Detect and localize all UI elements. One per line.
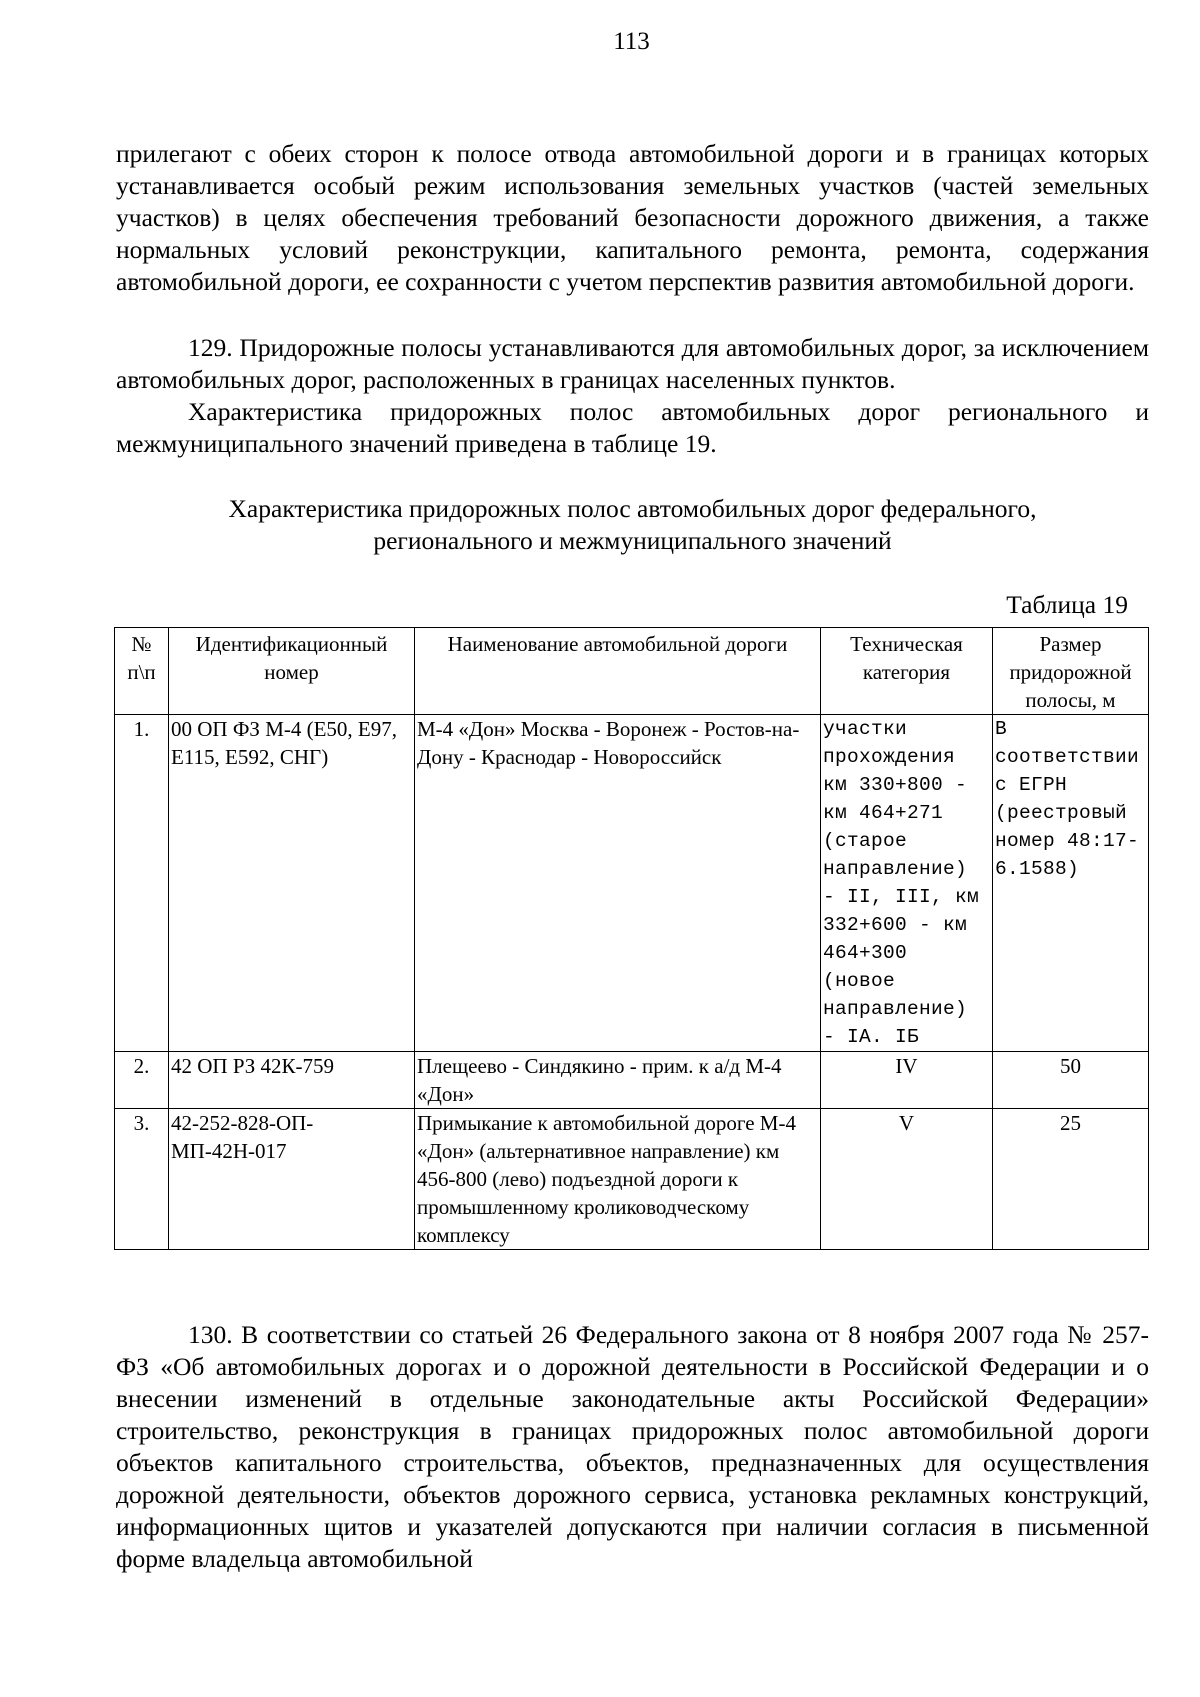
- table-row: [115, 1052, 1149, 1109]
- header-width: Размер придорожной полосы, м: [993, 628, 1149, 715]
- cell-width: 50: [993, 1052, 1149, 1109]
- table-caption-line2: регионального и межмуниципального значений: [373, 526, 892, 555]
- table-row: [115, 715, 1149, 1052]
- header-id: Идентификационный номер: [169, 628, 415, 715]
- page-number: 113: [613, 28, 650, 55]
- cell-number: 2.: [115, 1052, 169, 1109]
- cell-id: 00 ОП ФЗ М-4 (Е50, Е97, Е115, Е592, СНГ): [169, 715, 415, 1052]
- table-caption-line1: Характеристика придорожных полос автомобильных дорог федерального,: [228, 494, 1037, 523]
- cell-id: 42-252-828-ОП-МП-42Н-017: [169, 1109, 415, 1250]
- cell-name: Плещеево - Синдякино - прим. к а/д М-4 «Дон»: [415, 1052, 821, 1109]
- cell-width: 25: [993, 1109, 1149, 1250]
- paragraph-130: 130. В соответствии со статьей 26 Федерального закона от 8 ноября 2007 года № 257-ФЗ «Об автомобильных дорогах и о дорожной деятельности в Российской Федерации и о внесении изменений в отдельные законодательные акты Российской Федерации» строительство, реконструкция в границах придорожных полос автомобильной дороги объектов капитального строительства, объектов, предназначенных для осуществления дорожной деятельности, объектов дорожного сервиса, установка рекламных конструкций, информационных щитов и указателей допускаются при наличии согласия в письменной форме владельца автомобильной: [116, 1320, 1149, 1573]
- cell-name: Примыкание к автомобильной дороге М-4 «Дон» (альтернативное направление) км 456-800 (лево) подъездной дороги к промышленному кролиководческому комплексу: [415, 1109, 821, 1250]
- roadside-strips-table: [114, 627, 1149, 1250]
- cell-category: IV: [821, 1052, 993, 1109]
- table-number: Таблица 19: [1006, 590, 1128, 619]
- paragraph-table-reference: Характеристика придорожных полос автомобильных дорог регионального и межмуниципального значений приведена в таблице 19.: [116, 397, 1149, 458]
- table-caption: [116, 493, 1149, 557]
- cell-name: М-4 «Дон» Москва - Воронеж - Ростов-на-Дону - Краснодар - Новороссийск: [415, 715, 821, 1052]
- table-row: [115, 1109, 1149, 1250]
- paragraph-continuation: прилегают с обеих сторон к полосе отвода автомобильной дороги и в границах которых устанавливается особый режим использования земельных участков (частей земельных участков) в целях обеспечения требований безопасности дорожного движения, а также нормальных условий реконструкции, капитального ремонта, ремонта, содержания автомобильной дороги, ее сохранности с учетом перспектив развития автомобильной дороги.: [116, 139, 1149, 296]
- cell-category: V: [821, 1109, 993, 1250]
- paragraph-129: 129. Придорожные полосы устанавливаются для автомобильных дорог, за исключением автомобильных дорог, расположенных в границах населенных пунктов.: [116, 333, 1149, 394]
- cell-id: 42 ОП РЗ 42К-759: [169, 1052, 415, 1109]
- cell-category: участки прохождения км 330+800 - км 464+271 (старое направление) - II, III, км 332+600 - км 464+300 (новое направление) - IА. IБ: [821, 715, 993, 1052]
- header-number: № п\п: [115, 628, 169, 715]
- header-category: Техническая категория: [821, 628, 993, 715]
- cell-width: В соответствии с ЕГРН (реестровый номер 48:17-6.1588): [993, 715, 1149, 1052]
- header-name: Наименование автомобильной дороги: [415, 628, 821, 715]
- table-header-row: [115, 628, 1149, 715]
- cell-number: 1.: [115, 715, 169, 1052]
- cell-number: 3.: [115, 1109, 169, 1250]
